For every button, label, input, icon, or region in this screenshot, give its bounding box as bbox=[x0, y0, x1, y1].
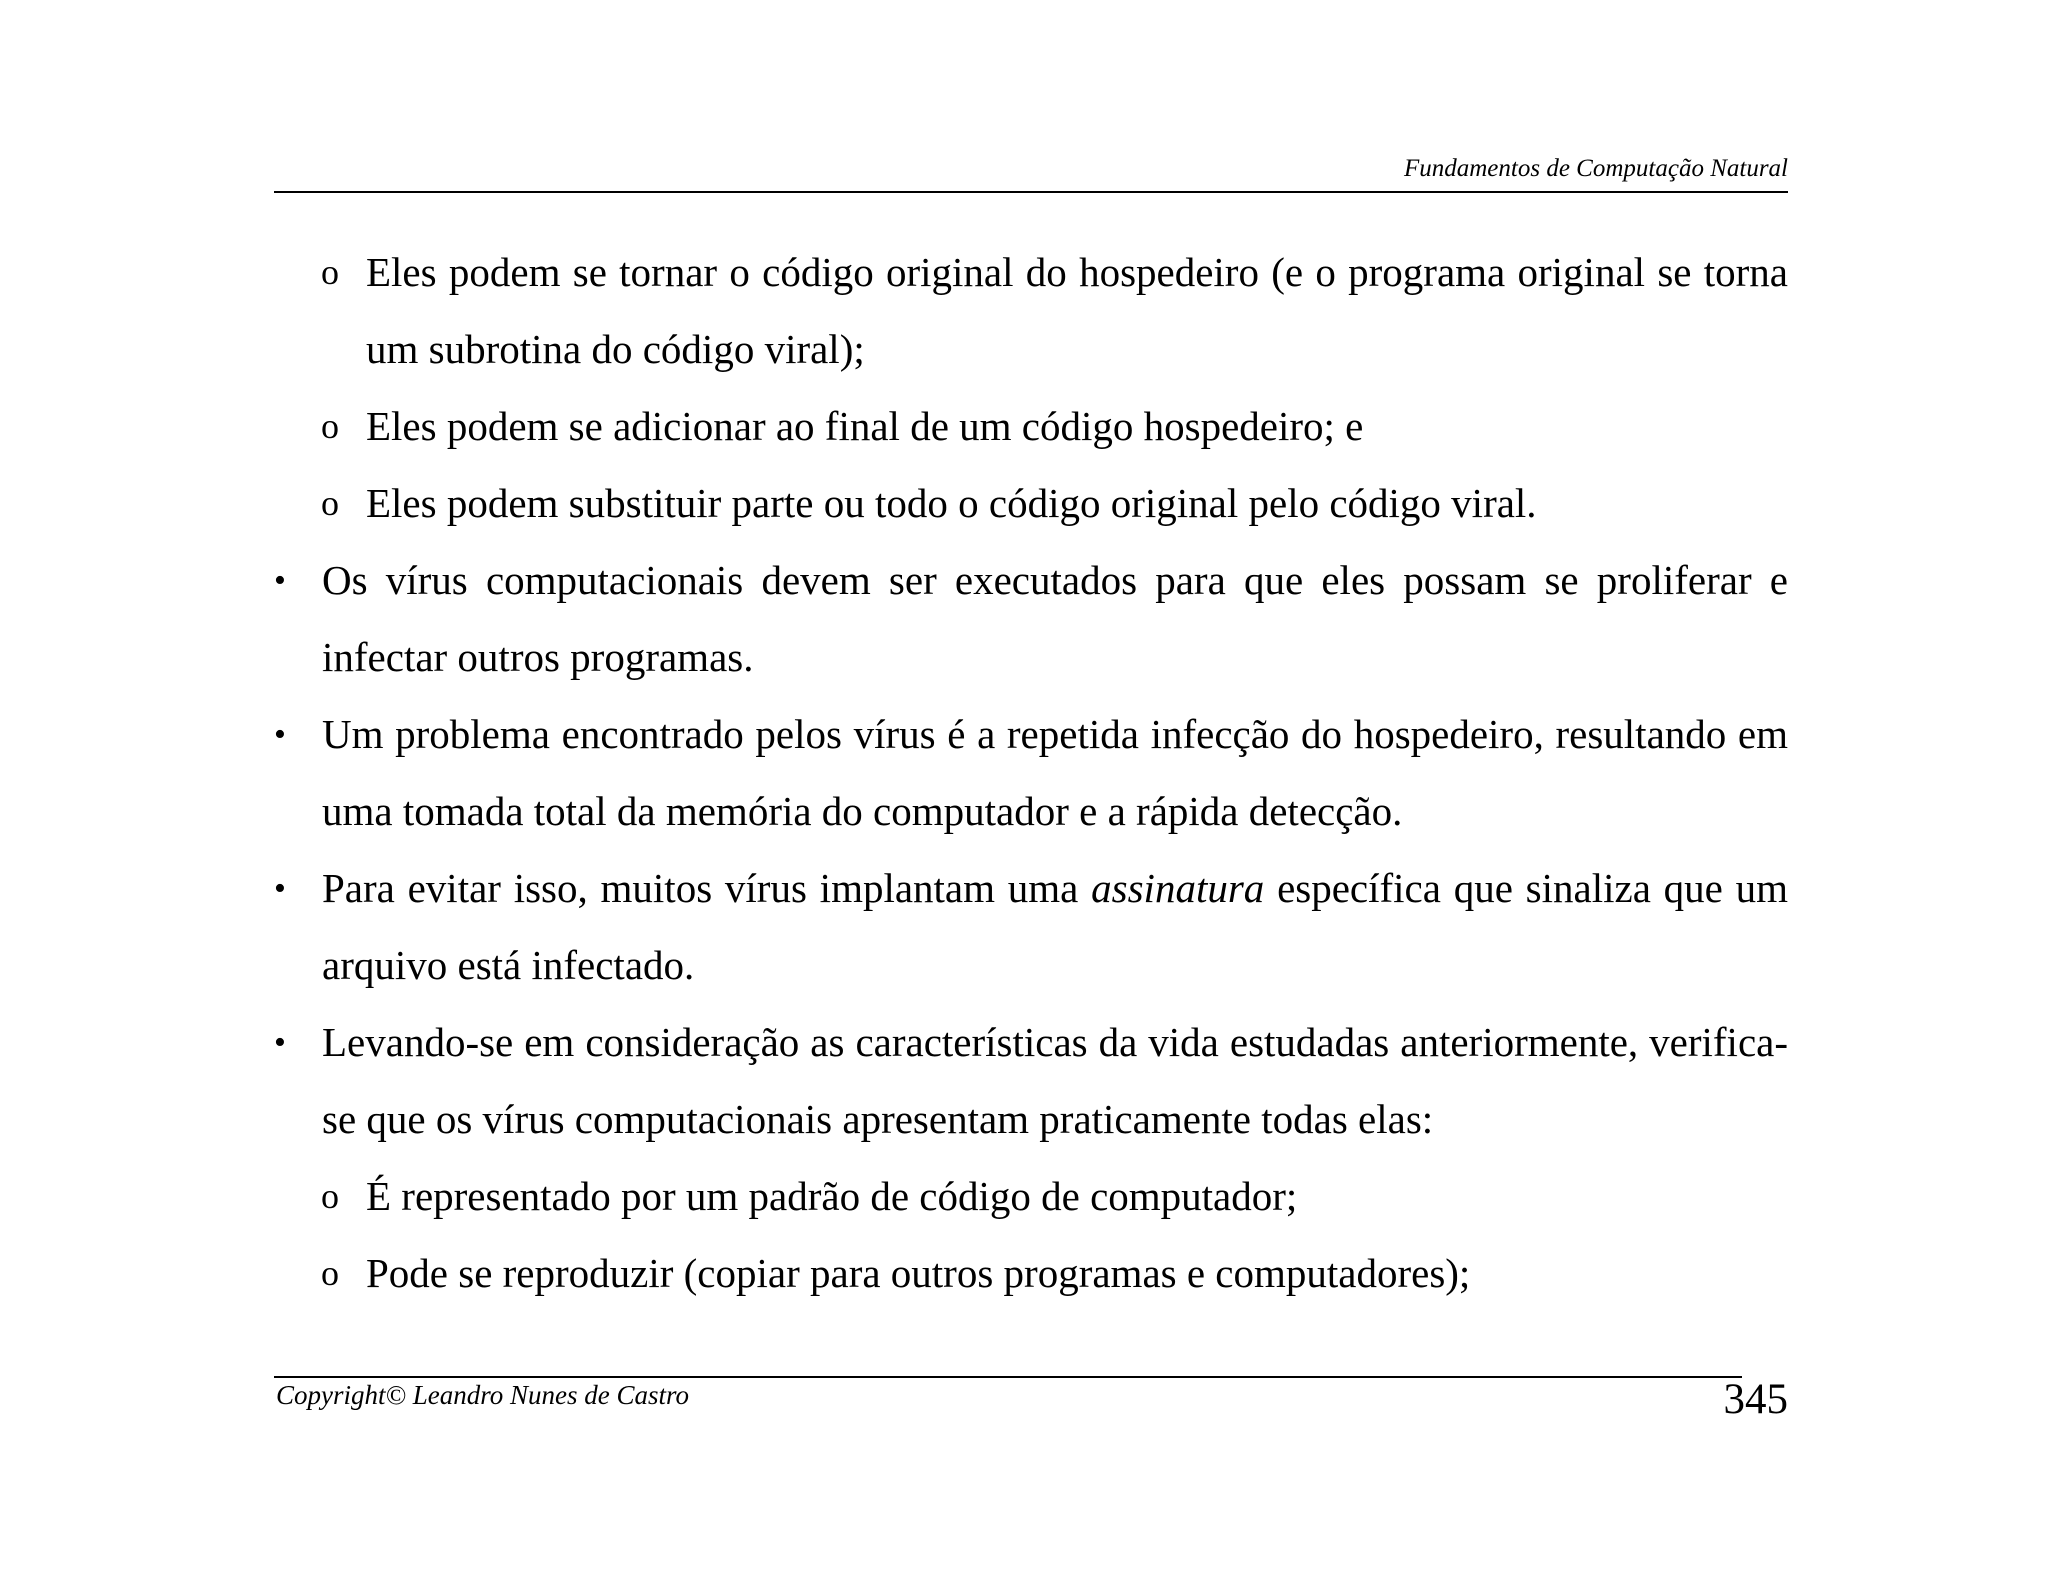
emphasized-term: assinatura bbox=[1091, 865, 1265, 911]
sub-list-item-text: É representado por um padrão de código de computador; bbox=[366, 1173, 1298, 1219]
hollow-circle-bullet-icon: o bbox=[321, 406, 339, 446]
bullet-list-item-text: Levando-se em consideração as características da vida estudadas anteriormente, verifica-se que os vírus computacionais apresentam praticamente todas elas: bbox=[322, 1019, 1788, 1142]
hollow-circle-bullet-icon: o bbox=[321, 1253, 339, 1293]
page-number: 345 bbox=[1723, 1376, 1788, 1423]
sub-list-item bbox=[274, 234, 1788, 388]
bullet-list-item bbox=[274, 850, 1788, 1004]
sub-list-item bbox=[274, 388, 1788, 465]
solid-bullet-icon: • bbox=[274, 562, 286, 599]
sub-list-item-text: Eles podem se adicionar ao final de um código hospedeiro; e bbox=[366, 403, 1364, 449]
page-body bbox=[274, 234, 1788, 1312]
solid-bullet-icon: • bbox=[274, 870, 286, 907]
bullet-list-item bbox=[274, 1004, 1788, 1158]
sub-list-item-text: Pode se reproduzir (copiar para outros programas e computadores); bbox=[366, 1250, 1471, 1296]
footer-divider bbox=[274, 1376, 1742, 1378]
hollow-circle-bullet-icon: o bbox=[321, 483, 339, 523]
sub-list-item bbox=[274, 465, 1788, 542]
sub-list-item bbox=[274, 1235, 1788, 1312]
bullet-text-after-emphasis: específica que sinaliza que um arquivo está infectado. bbox=[322, 865, 1788, 988]
bullet-text-before-emphasis: Para evitar isso, muitos vírus implantam uma bbox=[322, 865, 1079, 911]
hollow-circle-bullet-icon: o bbox=[321, 1176, 339, 1216]
copyright-notice: Copyright© Leandro Nunes de Castro bbox=[276, 1380, 690, 1410]
running-header-title: Fundamentos de Computação Natural bbox=[1403, 155, 1788, 182]
solid-bullet-icon: • bbox=[274, 716, 286, 753]
bullet-list-item-text: Os vírus computacionais devem ser executados para que eles possam se proliferar e infectar outros programas. bbox=[322, 557, 1788, 680]
bullet-list-item-text: Um problema encontrado pelos vírus é a repetida infecção do hospedeiro, resultando em uma tomada total da memória do computador e a rápida detecção. bbox=[322, 711, 1788, 834]
bullet-list-item bbox=[274, 542, 1788, 696]
bullet-list-item bbox=[274, 696, 1788, 850]
sub-list-item-text: Eles podem se tornar o código original do hospedeiro (e o programa original se torna um subrotina do código viral); bbox=[366, 249, 1788, 372]
sub-list-item bbox=[274, 1158, 1788, 1235]
solid-bullet-icon: • bbox=[274, 1024, 286, 1061]
header-divider bbox=[274, 191, 1788, 193]
sub-list-item-text: Eles podem substituir parte ou todo o código original pelo código viral. bbox=[366, 480, 1537, 526]
hollow-circle-bullet-icon: o bbox=[321, 252, 339, 292]
